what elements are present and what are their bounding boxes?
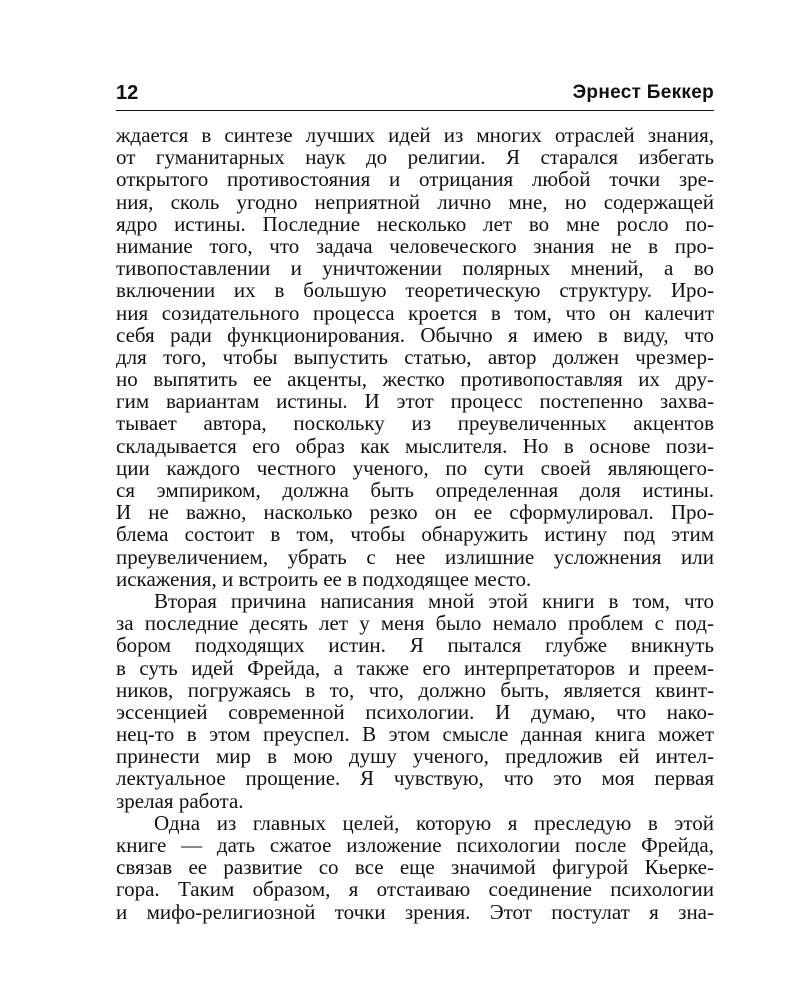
text-line: ции каждого честного ученого, по сути своей являющего- bbox=[116, 455, 714, 480]
text-line: Вторая причина написания мной этой книги в том, что bbox=[154, 588, 714, 613]
running-header bbox=[116, 80, 714, 111]
text-line: и мифо-религиозной точки зрения. Этот постулат я зна- bbox=[116, 899, 714, 924]
text-line: включении их в большую теоретическую структуру. Иро- bbox=[116, 278, 714, 303]
text-line: от гуманитарных наук до религии. Я старался избегать bbox=[116, 145, 714, 170]
text-line: ния созидательного процесса кроется в том, что он калечит bbox=[116, 300, 714, 325]
text-line: тивопоставлении и уничтожении полярных мнений, а во bbox=[116, 256, 714, 281]
text-line: для того, чтобы выпустить статью, автор должен чрезмер- bbox=[116, 344, 714, 369]
text-line: складывается его образ как мыслителя. Но в основе пози- bbox=[116, 433, 714, 458]
text-line: зрелая работа. bbox=[116, 788, 244, 813]
text-line: открытого противостояния и отрицания любой точки зре- bbox=[116, 167, 714, 192]
text-line: тывает автора, поскольку из преувеличенных акцентов bbox=[116, 411, 714, 436]
text-line: ждается в синтезе лучших идей из многих отраслей знания, bbox=[116, 123, 714, 147]
page-number: 12 bbox=[116, 82, 139, 104]
author-name: Эрнест Беккер bbox=[572, 82, 714, 103]
text-line: книге — дать сжатое изложение психологии после Фрейда, bbox=[116, 833, 714, 857]
text-line: гим вариантам истины. И этот процесс постепенно захва- bbox=[116, 389, 714, 414]
text-line: связав ее развитие со все еще значимой фигурой Кьерке- bbox=[116, 855, 714, 880]
text-line: Одна из главных целей, которую я преследую в этой bbox=[154, 810, 714, 835]
text-line: нец-то в этом преуспел. В этом смысле данная книга может bbox=[116, 722, 714, 747]
text-line: эссенцией современной психологии. И думаю, что нако- bbox=[116, 699, 714, 724]
text-line: но выпятить ее акценты, жестко противопоставляя их дру- bbox=[116, 367, 714, 392]
text-line: ния, сколь угодно неприятной лично мне, но содержащей bbox=[116, 189, 714, 214]
text-line: в суть идей Фрейда, а также его интерпретаторов и преем- bbox=[116, 655, 714, 680]
body-text bbox=[116, 124, 714, 923]
text-line: И не важно, насколько резко он ее сформулировал. Про- bbox=[116, 500, 714, 525]
text-line: бором подходящих истин. Я пытался глубже вникнуть bbox=[116, 633, 714, 658]
text-line: себя ради функционирования. Обычно я имею в виду, что bbox=[116, 322, 714, 347]
text-line: лектуальное прощение. Я чувствую, что это моя первая bbox=[116, 766, 714, 791]
text-line: искажения, и встроить ее в подходящее место. bbox=[116, 566, 532, 591]
text-line: за последние десять лет у меня было немало проблем с под- bbox=[116, 611, 714, 636]
text-line: нимание того, что задача человеческого знания не в про- bbox=[116, 233, 714, 258]
text-line: гора. Таким образом, я отстаиваю соединение психологии bbox=[116, 877, 714, 902]
text-line: ников, погружаясь в то, что, должно быть, является квинт- bbox=[116, 677, 714, 702]
text-line: ся эмпириком, должна быть определенная доля истины. bbox=[116, 478, 714, 502]
text-line: ядро истины. Последние несколько лет во мне росло по- bbox=[116, 211, 714, 236]
text-line: блема состоит в том, чтобы обнаружить истину под этим bbox=[116, 522, 714, 547]
text-line: преувеличением, убрать с нее излишние усложнения или bbox=[116, 544, 714, 569]
text-line: принести мир в мою душу ученого, предложив ей интел- bbox=[116, 744, 714, 769]
